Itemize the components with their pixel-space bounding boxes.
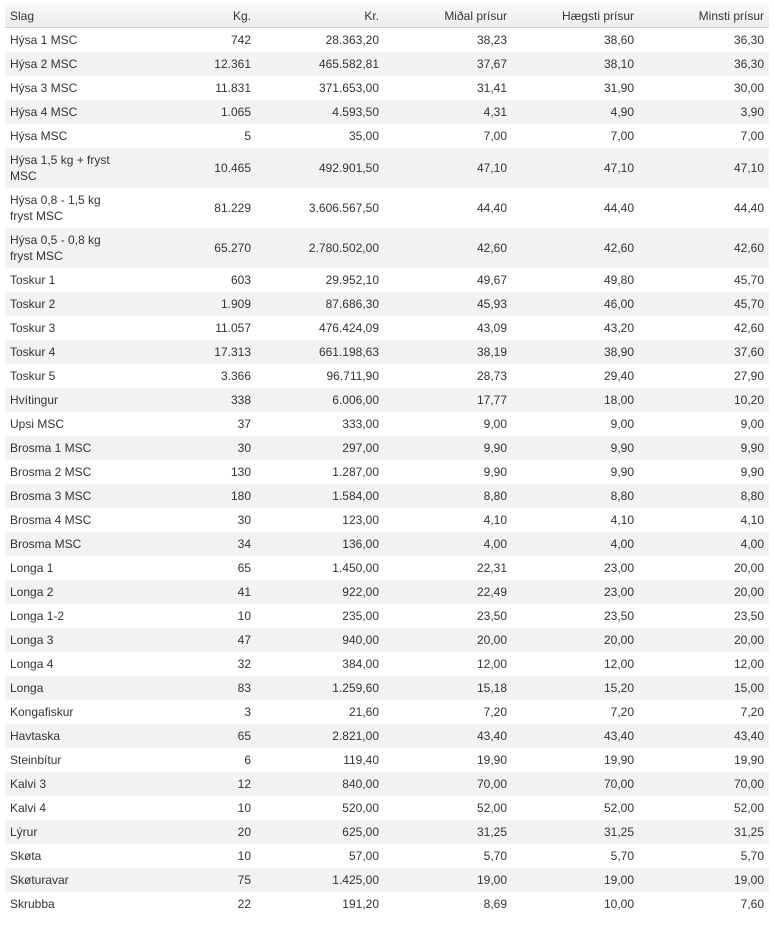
average-price-cell: 4,00 xyxy=(384,532,512,556)
kr-cell: 476.424,09 xyxy=(256,316,384,340)
highest-price-cell: 49,80 xyxy=(512,268,639,292)
lowest-price-cell: 31,25 xyxy=(639,820,769,844)
kg-cell: 6 xyxy=(126,748,256,772)
kg-cell: 17.313 xyxy=(126,340,256,364)
lowest-price-cell: 37,60 xyxy=(639,340,769,364)
average-price-cell: 43,09 xyxy=(384,316,512,340)
table-row xyxy=(5,100,769,124)
kg-cell: 3.366 xyxy=(126,364,256,388)
table-row xyxy=(5,436,769,460)
kr-cell: 333,00 xyxy=(256,412,384,436)
highest-price-cell: 31,90 xyxy=(512,76,639,100)
highest-price-cell: 38,10 xyxy=(512,52,639,76)
kr-cell: 123,00 xyxy=(256,508,384,532)
kg-cell: 34 xyxy=(126,532,256,556)
kg-cell: 603 xyxy=(126,268,256,292)
species-cell: Brosma 1 MSC xyxy=(5,436,126,460)
average-price-cell: 8,69 xyxy=(384,892,512,916)
highest-price-cell: 23,00 xyxy=(512,580,639,604)
lowest-price-cell: 23,50 xyxy=(639,604,769,628)
lowest-price-cell: 3,90 xyxy=(639,100,769,124)
kg-cell: 1.909 xyxy=(126,292,256,316)
species-cell: Skøturavar xyxy=(5,868,126,892)
table-row xyxy=(5,532,769,556)
average-price-cell: 15,18 xyxy=(384,676,512,700)
lowest-price-cell: 20,00 xyxy=(639,556,769,580)
lowest-price-cell: 27,90 xyxy=(639,364,769,388)
table-row xyxy=(5,52,769,76)
average-price-cell: 49,67 xyxy=(384,268,512,292)
kr-cell: 29.952,10 xyxy=(256,268,384,292)
species-cell: Steinbítur xyxy=(5,748,126,772)
kg-cell: 30 xyxy=(126,508,256,532)
kg-cell: 5 xyxy=(126,124,256,148)
average-price-cell: 5,70 xyxy=(384,844,512,868)
table-row xyxy=(5,580,769,604)
highest-price-cell: 29,40 xyxy=(512,364,639,388)
highest-price-cell: 70,00 xyxy=(512,772,639,796)
average-price-cell: 7,00 xyxy=(384,124,512,148)
kg-cell: 12 xyxy=(126,772,256,796)
kg-cell: 37 xyxy=(126,412,256,436)
species-cell: Skøta xyxy=(5,844,126,868)
table-row xyxy=(5,28,769,53)
kg-cell: 11.831 xyxy=(126,76,256,100)
kr-cell: 6.006,00 xyxy=(256,388,384,412)
lowest-price-cell: 4,00 xyxy=(639,532,769,556)
average-price-cell: 31,41 xyxy=(384,76,512,100)
lowest-price-cell: 7,20 xyxy=(639,700,769,724)
kr-cell: 1.584,00 xyxy=(256,484,384,508)
lowest-price-cell: 19,00 xyxy=(639,868,769,892)
table-row xyxy=(5,364,769,388)
highest-price-cell: 15,20 xyxy=(512,676,639,700)
lowest-price-cell: 42,60 xyxy=(639,316,769,340)
kg-cell: 180 xyxy=(126,484,256,508)
kr-cell: 520,00 xyxy=(256,796,384,820)
lowest-price-cell: 4,10 xyxy=(639,508,769,532)
species-cell: Kalvi 4 xyxy=(5,796,126,820)
lowest-price-cell: 9,00 xyxy=(639,412,769,436)
species-cell: Brosma 4 MSC xyxy=(5,508,126,532)
lowest-price-cell: 36,30 xyxy=(639,28,769,53)
average-price-cell: 28,73 xyxy=(384,364,512,388)
species-cell: Kalvi 3 xyxy=(5,772,126,796)
lowest-price-cell: 70,00 xyxy=(639,772,769,796)
kg-cell: 30 xyxy=(126,436,256,460)
species-cell: Brosma 2 MSC xyxy=(5,460,126,484)
kr-cell: 371.653,00 xyxy=(256,76,384,100)
kr-cell: 2.821,00 xyxy=(256,724,384,748)
lowest-price-cell: 10,20 xyxy=(639,388,769,412)
lowest-price-cell: 8,80 xyxy=(639,484,769,508)
species-cell: Longa 4 xyxy=(5,652,126,676)
highest-price-cell: 38,90 xyxy=(512,340,639,364)
highest-price-cell: 43,20 xyxy=(512,316,639,340)
kr-cell: 297,00 xyxy=(256,436,384,460)
table-row xyxy=(5,228,769,268)
average-price-cell: 70,00 xyxy=(384,772,512,796)
species-cell: Longa 3 xyxy=(5,628,126,652)
species-cell: Hýsa 0,5 - 0,8 kg fryst MSC xyxy=(5,228,126,268)
average-price-cell: 45,93 xyxy=(384,292,512,316)
highest-price-cell: 9,00 xyxy=(512,412,639,436)
kg-cell: 10 xyxy=(126,844,256,868)
table-row xyxy=(5,292,769,316)
average-price-cell: 22,49 xyxy=(384,580,512,604)
species-cell: Kongafiskur xyxy=(5,700,126,724)
highest-price-cell: 44,40 xyxy=(512,188,639,228)
table-row xyxy=(5,188,769,228)
table-row xyxy=(5,820,769,844)
highest-price-cell: 23,50 xyxy=(512,604,639,628)
column-header-lowest-price[interactable]: Minsti prísur xyxy=(639,4,769,28)
kr-cell: 1.450,00 xyxy=(256,556,384,580)
highest-price-cell: 4,90 xyxy=(512,100,639,124)
average-price-cell: 9,90 xyxy=(384,460,512,484)
table-row xyxy=(5,892,769,916)
kg-cell: 3 xyxy=(126,700,256,724)
table-row xyxy=(5,268,769,292)
price-table xyxy=(5,4,769,916)
kg-cell: 1.065 xyxy=(126,100,256,124)
kr-cell: 1.287,00 xyxy=(256,460,384,484)
highest-price-cell: 10,00 xyxy=(512,892,639,916)
table-row xyxy=(5,340,769,364)
species-cell: Toskur 5 xyxy=(5,364,126,388)
kr-cell: 1.425,00 xyxy=(256,868,384,892)
highest-price-cell: 7,00 xyxy=(512,124,639,148)
highest-price-cell: 9,90 xyxy=(512,460,639,484)
column-header-kg[interactable]: Kg. xyxy=(126,4,256,28)
kg-cell: 83 xyxy=(126,676,256,700)
species-cell: Hýsa 1 MSC xyxy=(5,28,126,53)
average-price-cell: 20,00 xyxy=(384,628,512,652)
lowest-price-cell: 9,90 xyxy=(639,436,769,460)
table-row xyxy=(5,388,769,412)
highest-price-cell: 7,20 xyxy=(512,700,639,724)
kr-cell: 384,00 xyxy=(256,652,384,676)
lowest-price-cell: 7,60 xyxy=(639,892,769,916)
lowest-price-cell: 36,30 xyxy=(639,52,769,76)
lowest-price-cell: 30,00 xyxy=(639,76,769,100)
average-price-cell: 4,31 xyxy=(384,100,512,124)
highest-price-cell: 43,40 xyxy=(512,724,639,748)
average-price-cell: 44,40 xyxy=(384,188,512,228)
species-cell: Brosma MSC xyxy=(5,532,126,556)
table-body xyxy=(5,28,769,917)
highest-price-cell: 18,00 xyxy=(512,388,639,412)
average-price-cell: 12,00 xyxy=(384,652,512,676)
kg-cell: 41 xyxy=(126,580,256,604)
kg-cell: 75 xyxy=(126,868,256,892)
kr-cell: 1.259,60 xyxy=(256,676,384,700)
kr-cell: 922,00 xyxy=(256,580,384,604)
kr-cell: 2.780.502,00 xyxy=(256,228,384,268)
highest-price-cell: 38,60 xyxy=(512,28,639,53)
average-price-cell: 22,31 xyxy=(384,556,512,580)
kr-cell: 57,00 xyxy=(256,844,384,868)
lowest-price-cell: 45,70 xyxy=(639,268,769,292)
kg-cell: 81.229 xyxy=(126,188,256,228)
average-price-cell: 31,25 xyxy=(384,820,512,844)
lowest-price-cell: 15,00 xyxy=(639,676,769,700)
average-price-cell: 37,67 xyxy=(384,52,512,76)
highest-price-cell: 31,25 xyxy=(512,820,639,844)
species-cell: Skrubba xyxy=(5,892,126,916)
average-price-cell: 19,00 xyxy=(384,868,512,892)
species-cell: Hýsa 2 MSC xyxy=(5,52,126,76)
average-price-cell: 9,00 xyxy=(384,412,512,436)
species-cell: Havtaska xyxy=(5,724,126,748)
lowest-price-cell: 20,00 xyxy=(639,628,769,652)
table-row xyxy=(5,76,769,100)
average-price-cell: 4,10 xyxy=(384,508,512,532)
kr-cell: 840,00 xyxy=(256,772,384,796)
highest-price-cell: 9,90 xyxy=(512,436,639,460)
species-cell: Longa xyxy=(5,676,126,700)
kg-cell: 47 xyxy=(126,628,256,652)
highest-price-cell: 19,00 xyxy=(512,868,639,892)
table-row xyxy=(5,724,769,748)
table-row xyxy=(5,628,769,652)
average-price-cell: 43,40 xyxy=(384,724,512,748)
kg-cell: 22 xyxy=(126,892,256,916)
kr-cell: 21,60 xyxy=(256,700,384,724)
table-row xyxy=(5,844,769,868)
kg-cell: 32 xyxy=(126,652,256,676)
kg-cell: 742 xyxy=(126,28,256,53)
highest-price-cell: 42,60 xyxy=(512,228,639,268)
lowest-price-cell: 12,00 xyxy=(639,652,769,676)
species-cell: Longa 1-2 xyxy=(5,604,126,628)
kr-cell: 465.582,81 xyxy=(256,52,384,76)
column-header-average-price[interactable]: Miðal prísur xyxy=(384,4,512,28)
species-cell: Toskur 4 xyxy=(5,340,126,364)
species-cell: Hýsa 4 MSC xyxy=(5,100,126,124)
highest-price-cell: 23,00 xyxy=(512,556,639,580)
species-cell: Upsi MSC xyxy=(5,412,126,436)
column-header-slag[interactable]: Slag xyxy=(5,4,126,28)
average-price-cell: 23,50 xyxy=(384,604,512,628)
kr-cell: 625,00 xyxy=(256,820,384,844)
species-cell: Hvítingur xyxy=(5,388,126,412)
species-cell: Hýsa 1,5 kg + fryst MSC xyxy=(5,148,126,188)
kr-cell: 119,40 xyxy=(256,748,384,772)
table-row xyxy=(5,460,769,484)
kr-cell: 136,00 xyxy=(256,532,384,556)
table-row xyxy=(5,412,769,436)
lowest-price-cell: 43,40 xyxy=(639,724,769,748)
kr-cell: 492.901,50 xyxy=(256,148,384,188)
species-cell: Toskur 3 xyxy=(5,316,126,340)
table-row xyxy=(5,700,769,724)
table-row xyxy=(5,868,769,892)
species-cell: Hýsa 3 MSC xyxy=(5,76,126,100)
lowest-price-cell: 7,00 xyxy=(639,124,769,148)
average-price-cell: 19,90 xyxy=(384,748,512,772)
species-cell: Lýrur xyxy=(5,820,126,844)
lowest-price-cell: 52,00 xyxy=(639,796,769,820)
highest-price-cell: 4,00 xyxy=(512,532,639,556)
kr-cell: 87.686,30 xyxy=(256,292,384,316)
kr-cell: 3.606.567,50 xyxy=(256,188,384,228)
kr-cell: 940,00 xyxy=(256,628,384,652)
average-price-cell: 42,60 xyxy=(384,228,512,268)
kr-cell: 35,00 xyxy=(256,124,384,148)
average-price-cell: 8,80 xyxy=(384,484,512,508)
lowest-price-cell: 45,70 xyxy=(639,292,769,316)
table-row xyxy=(5,676,769,700)
lowest-price-cell: 47,10 xyxy=(639,148,769,188)
lowest-price-cell: 9,90 xyxy=(639,460,769,484)
table-row xyxy=(5,604,769,628)
kg-cell: 130 xyxy=(126,460,256,484)
highest-price-cell: 19,90 xyxy=(512,748,639,772)
column-header-highest-price[interactable]: Hægsti prísur xyxy=(512,4,639,28)
kg-cell: 338 xyxy=(126,388,256,412)
table-row xyxy=(5,316,769,340)
table-row xyxy=(5,796,769,820)
highest-price-cell: 8,80 xyxy=(512,484,639,508)
highest-price-cell: 5,70 xyxy=(512,844,639,868)
column-header-kr[interactable]: Kr. xyxy=(256,4,384,28)
table-row xyxy=(5,508,769,532)
species-cell: Longa 2 xyxy=(5,580,126,604)
highest-price-cell: 46,00 xyxy=(512,292,639,316)
table-row xyxy=(5,484,769,508)
kg-cell: 20 xyxy=(126,820,256,844)
species-cell: Hýsa 0,8 - 1,5 kg fryst MSC xyxy=(5,188,126,228)
kg-cell: 11.057 xyxy=(126,316,256,340)
average-price-cell: 17,77 xyxy=(384,388,512,412)
lowest-price-cell: 44,40 xyxy=(639,188,769,228)
kg-cell: 10 xyxy=(126,796,256,820)
table-header-row xyxy=(5,4,769,28)
average-price-cell: 52,00 xyxy=(384,796,512,820)
species-cell: Brosma 3 MSC xyxy=(5,484,126,508)
kg-cell: 65 xyxy=(126,724,256,748)
lowest-price-cell: 5,70 xyxy=(639,844,769,868)
kg-cell: 10.465 xyxy=(126,148,256,188)
table-row xyxy=(5,748,769,772)
kg-cell: 10 xyxy=(126,604,256,628)
lowest-price-cell: 20,00 xyxy=(639,580,769,604)
kr-cell: 191,20 xyxy=(256,892,384,916)
table-row xyxy=(5,148,769,188)
kr-cell: 235,00 xyxy=(256,604,384,628)
kr-cell: 661.198,63 xyxy=(256,340,384,364)
species-cell: Toskur 2 xyxy=(5,292,126,316)
kr-cell: 96.711,90 xyxy=(256,364,384,388)
average-price-cell: 9,90 xyxy=(384,436,512,460)
average-price-cell: 7,20 xyxy=(384,700,512,724)
species-cell: Hýsa MSC xyxy=(5,124,126,148)
kr-cell: 4.593,50 xyxy=(256,100,384,124)
table-row xyxy=(5,652,769,676)
kr-cell: 28.363,20 xyxy=(256,28,384,53)
lowest-price-cell: 42,60 xyxy=(639,228,769,268)
highest-price-cell: 52,00 xyxy=(512,796,639,820)
average-price-cell: 38,23 xyxy=(384,28,512,53)
average-price-cell: 47,10 xyxy=(384,148,512,188)
highest-price-cell: 47,10 xyxy=(512,148,639,188)
table-row xyxy=(5,772,769,796)
kg-cell: 65 xyxy=(126,556,256,580)
species-cell: Toskur 1 xyxy=(5,268,126,292)
kg-cell: 12.361 xyxy=(126,52,256,76)
lowest-price-cell: 19,90 xyxy=(639,748,769,772)
average-price-cell: 38,19 xyxy=(384,340,512,364)
kg-cell: 65.270 xyxy=(126,228,256,268)
table-row xyxy=(5,124,769,148)
table-row xyxy=(5,556,769,580)
highest-price-cell: 12,00 xyxy=(512,652,639,676)
species-cell: Longa 1 xyxy=(5,556,126,580)
highest-price-cell: 4,10 xyxy=(512,508,639,532)
highest-price-cell: 20,00 xyxy=(512,628,639,652)
